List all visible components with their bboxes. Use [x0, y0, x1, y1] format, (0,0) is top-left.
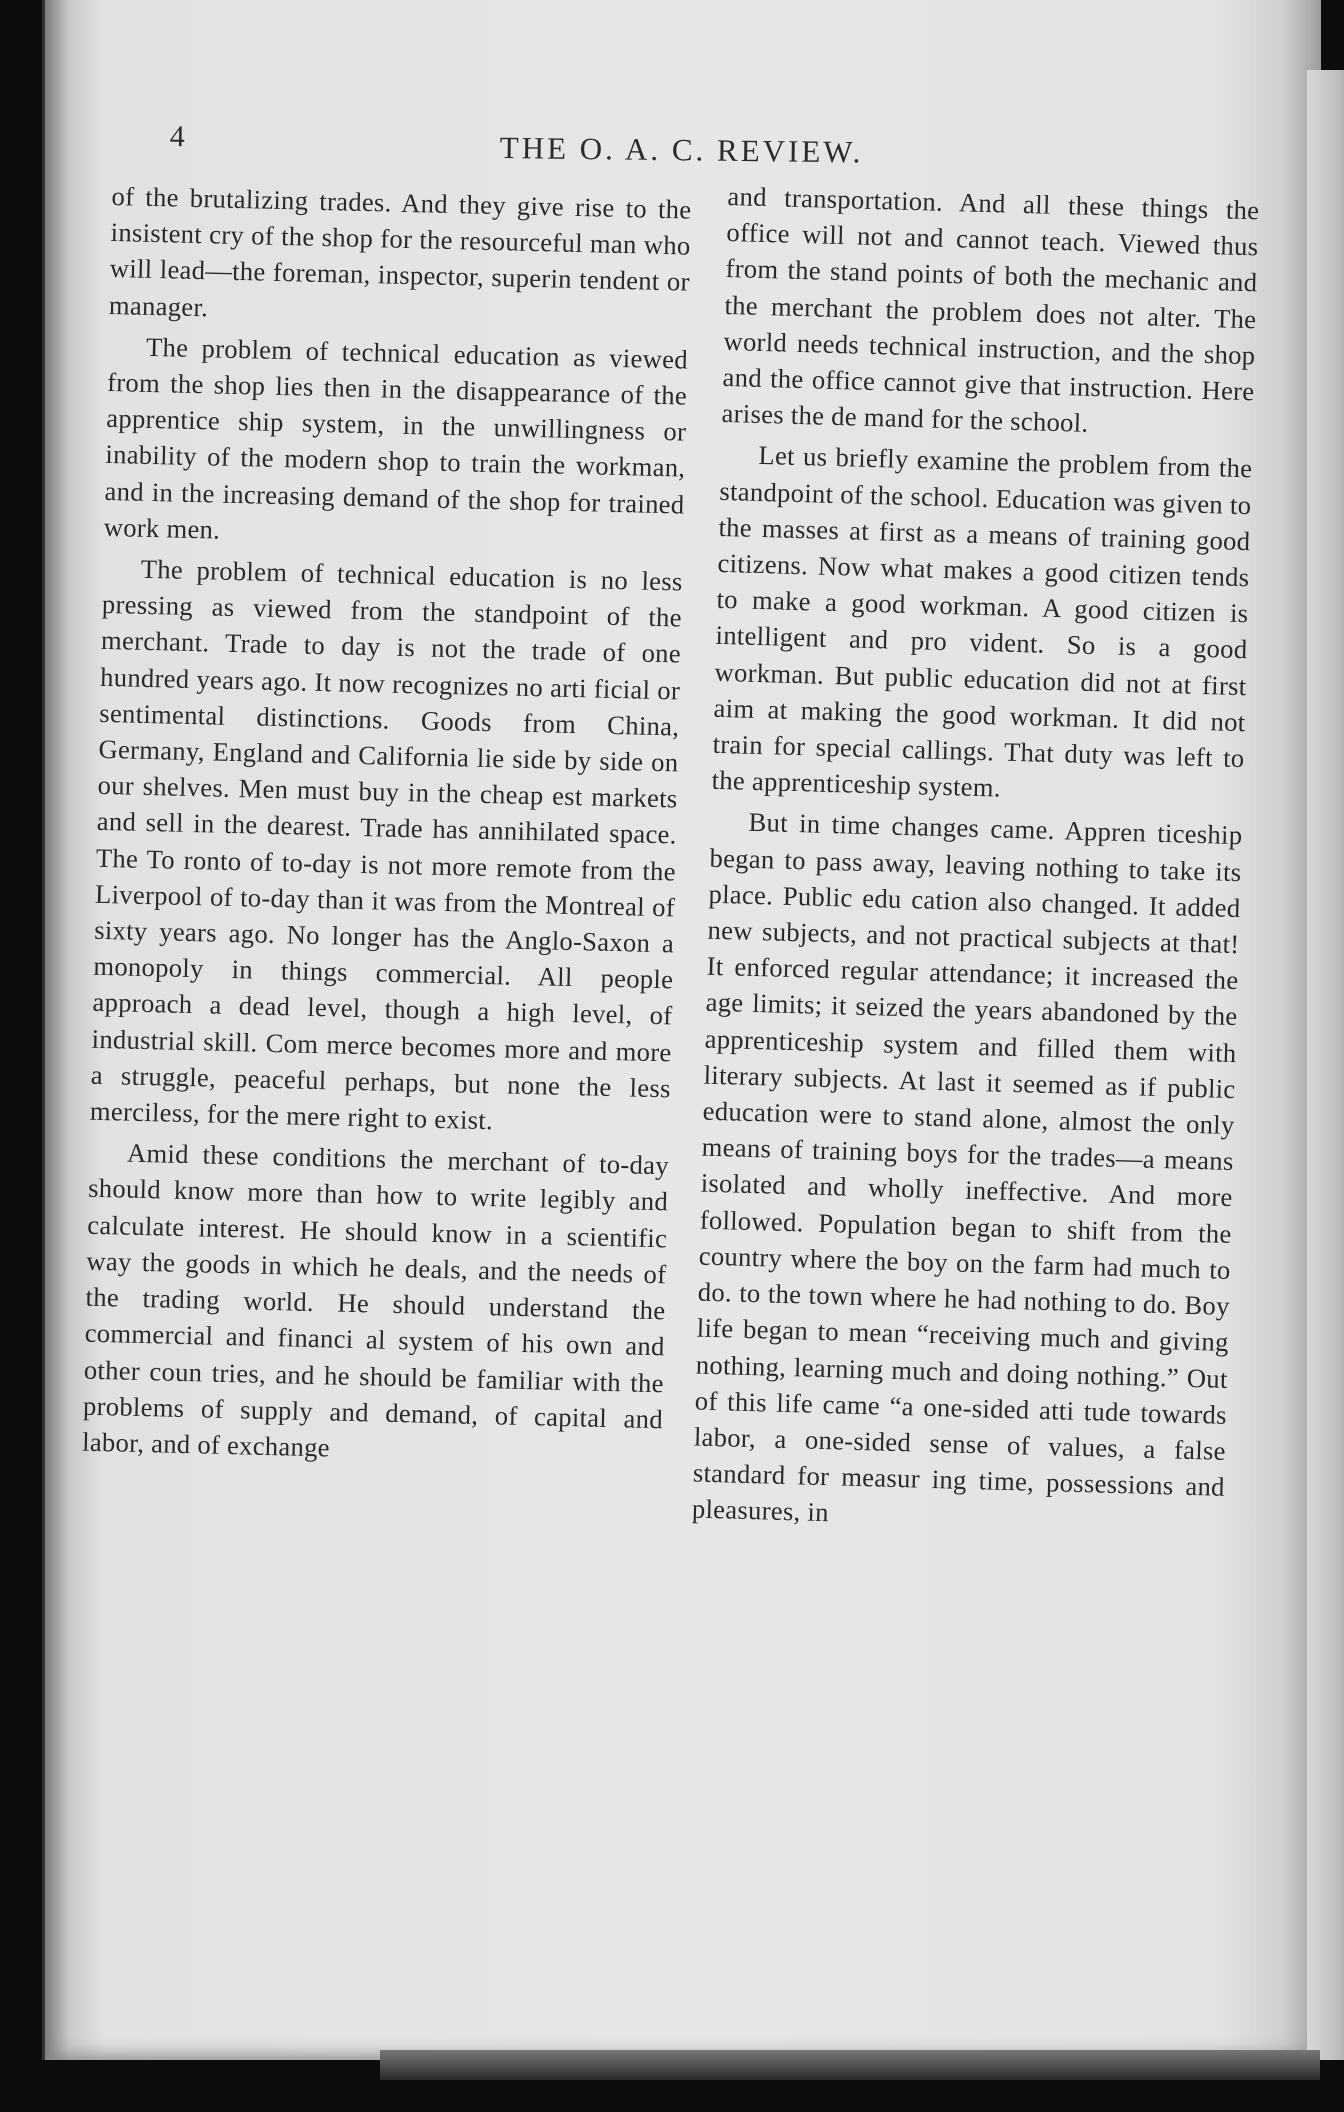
- text-column-right: [691, 178, 1259, 1546]
- binding-strip: [380, 2050, 1320, 2080]
- paragraph: of the brutalizing trades. And they give rise to the insistent cry of the shop for the resourceful man who will lead—the foreman, inspector, superin tendent or manager.: [108, 180, 692, 322]
- running-head-title: THE O. A. C. REVIEW.: [499, 130, 864, 170]
- paragraph: Let us briefly examine the problem from the standpoint of the school. Education was given to the masses at first as a means of training good citizens. Now what makes a good citizen tends to make a good workman. A good citizen is intelligent and pro vident. So is a good workman. But public education did not at first aim at making the good workman. It did not train for special callings. That duty was left to the apprenticeship system.: [711, 440, 1253, 803]
- paragraph: The problem of technical education as viewed from the shop lies then in the disappearance of the apprentice ship system, in the unwillingness or inability of the modern shop to train the workman, and in the increasing demand of the shop for trained work men.: [103, 331, 689, 545]
- paragraph: and transportation. And all these things the office will not and cannot teach. Viewed thus from the stand points of both the mechanic and the merchant the problem does not alter. The world needs technical instruction, and the shop and the office cannot give that instruction. Here arises the de mand for the school.: [721, 180, 1260, 439]
- paragraph: But in time changes came. Appren ticeship began to pass away, leaving nothing to take its place. Public edu cation also changed. It added new subjects, and not practical subjects at that! It enforced regular attendance; it increased the age limits; it seized the years abandoned by the apprenticeship system and filled them with literary subjects. At last it seemed as if public education were to stand alone, almost the only means of training boys for the trades—a means isolated and wholly ineffective. And more followed. Population began to shift from the country where the boy on the farm had much to do. to the town where he had nothing to do. Boy life began to mean “receiving much and giving nothing, learning much and doing nothing.” Out of this life came “a one-sided atti tude towards labor, a one-sided sense of values, a false standard for measur ing time, possessions and pleasures, in: [691, 807, 1243, 1528]
- page-edge-shadow: [1307, 70, 1344, 2060]
- text-column-left: [82, 178, 692, 1478]
- paragraph: The problem of technical education is no less pressing as viewed from the standpoint of the merchant. Trade to day is not the trade of one hundred years ago. It now recognizes no arti ficial or sentimental distinctions. Goods from China, Germany, England and California lie side by side on our shelves. Men must buy in the cheap est markets and sell in the dearest. Trade has annihilated space. The To ronto of to-day is not more remote from the Liverpool of to-day than it was from the Montreal of sixty years ago. No longer has the Anglo-Saxon a monopoly in things commercial. All people approach a dead level, though a high level, of industrial skill. Com merce becomes more and more a struggle, peaceful perhaps, but none the less merciless, for the mere right to exist.: [89, 553, 684, 1136]
- page-number: 4: [169, 120, 185, 154]
- paragraph: Amid these conditions the merchant of to-day should know more than how to write legibly and calculate interest. He should know in a scientific way the goods in which he deals, and the needs of the trading world. He should understand the commercial and financi al system of his own and other coun tries, and he should be familiar with the problems of supply and demand, of capital and labor, and of exchange: [81, 1137, 670, 1463]
